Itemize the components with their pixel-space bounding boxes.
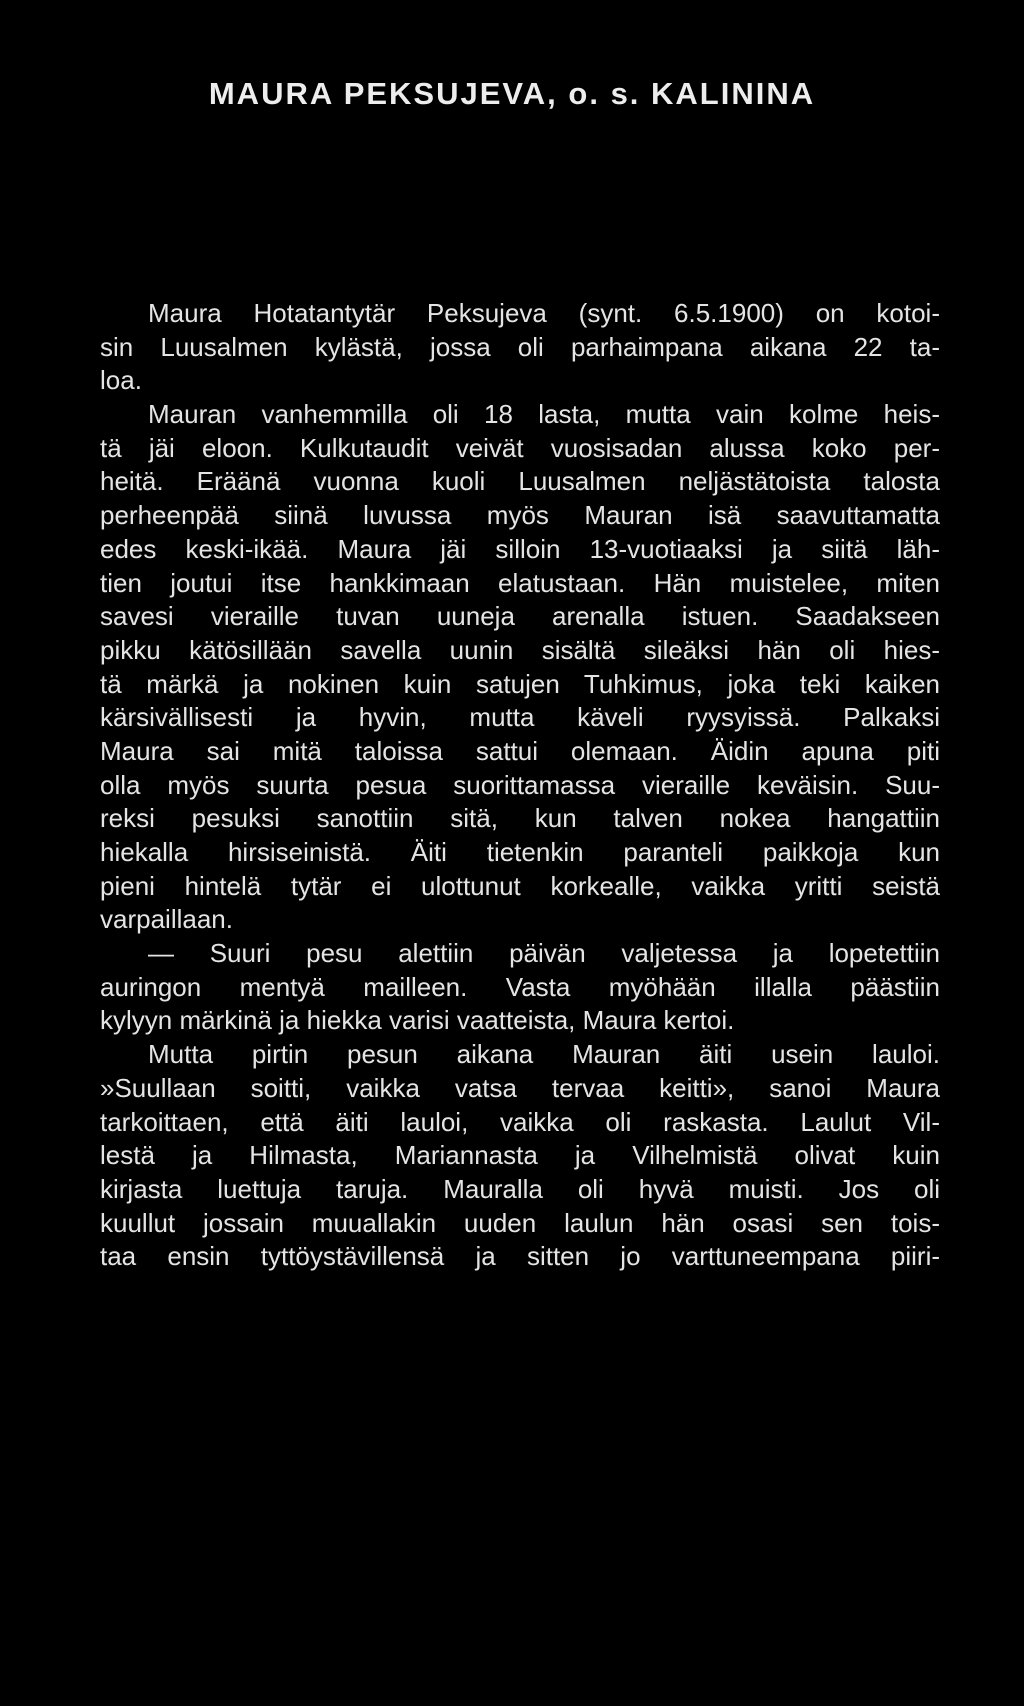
text-line: savesi vieraille tuvan uuneja arenalla istuen. Saadakseen xyxy=(100,601,940,632)
page-title: MAURA PEKSUJEVA, o. s. KALININA xyxy=(208,76,816,111)
text-line: sin Luusalmen kylästä, jossa oli parhaimpana aikana 22 ta- xyxy=(100,331,940,362)
text-line: lestä ja Hilmasta, Mariannasta ja Vilhelmistä olivat kuin xyxy=(100,1140,940,1171)
text-line: kylyyn märkinä ja hiekka varisi vaatteista, Maura kertoi. xyxy=(100,1005,735,1036)
text-line: olla myös suurta pesua suorittamassa vieraille keväisin. Suu- xyxy=(100,769,940,800)
text-line: auringon mentyä mailleen. Vasta myöhään illalla päästiin xyxy=(100,971,940,1002)
text-line: perheenpää siinä luvussa myös Mauran isä saavuttamatta xyxy=(100,500,940,531)
text-line: Mauran vanhemmilla oli 18 lasta, mutta vain kolme heis- xyxy=(148,399,940,430)
text-line: pieni hintelä tytär ei ulottunut korkealle, vaikka yritti seistä xyxy=(100,870,940,901)
text-line: »Suullaan soitti, vaikka vatsa tervaa keitti», sanoi Maura xyxy=(100,1072,940,1103)
text-line: Maura sai mitä taloissa sattui olemaan. Äidin apuna piti xyxy=(100,735,940,766)
text-line: loa. xyxy=(100,365,142,396)
text-line: taa ensin tyttöystävillensä ja sitten jo varttuneempana piiri- xyxy=(100,1241,940,1272)
text-line: Maura Hotatantytär Peksujeva (synt. 6.5.1900) on kotoi- xyxy=(148,298,940,328)
body-text xyxy=(100,297,940,1274)
text-line: kärsivällisesti ja hyvin, mutta käveli ryysyissä. Palkaksi xyxy=(100,702,940,733)
text-line: varpaillaan. xyxy=(100,904,233,935)
text-line: kirjasta luettuja taruja. Mauralla oli hyvä muisti. Jos oli xyxy=(100,1173,940,1204)
text-line: Mutta pirtin pesun aikana Mauran äiti usein lauloi. xyxy=(148,1039,940,1070)
text-line: tarkoittaen, että äiti lauloi, vaikka oli raskasta. Laulut Vil- xyxy=(100,1106,940,1137)
text-line: edes keski-ikää. Maura jäi silloin 13-vuotiaaksi ja siitä läh- xyxy=(100,533,940,564)
text-line: reksi pesuksi sanottiin sitä, kun talven nokea hangattiin xyxy=(100,803,940,834)
text-line: heitä. Eräänä vuonna kuoli Luusalmen neljästätoista talosta xyxy=(100,466,940,497)
text-line: hiekalla hirsiseinistä. Äiti tietenkin paranteli paikkoja kun xyxy=(100,837,940,867)
text-line: tien joutui itse hankkimaan elatustaan. Hän muistelee, miten xyxy=(100,567,940,598)
text-line: — Suuri pesu alettiin päivän valjetessa ja lopetettiin xyxy=(148,938,940,969)
text-line: kuullut jossain muuallakin uuden laulun hän osasi sen tois- xyxy=(100,1207,940,1238)
text-line: tä jäi eloon. Kulkutaudit veivät vuosisadan alussa koko per- xyxy=(100,432,940,463)
text-line: pikku kätösillään savella uunin sisältä sileäksi hän oli hies- xyxy=(100,634,940,665)
text-line: tä märkä ja nokinen kuin satujen Tuhkimus, joka teki kaiken xyxy=(100,668,940,699)
